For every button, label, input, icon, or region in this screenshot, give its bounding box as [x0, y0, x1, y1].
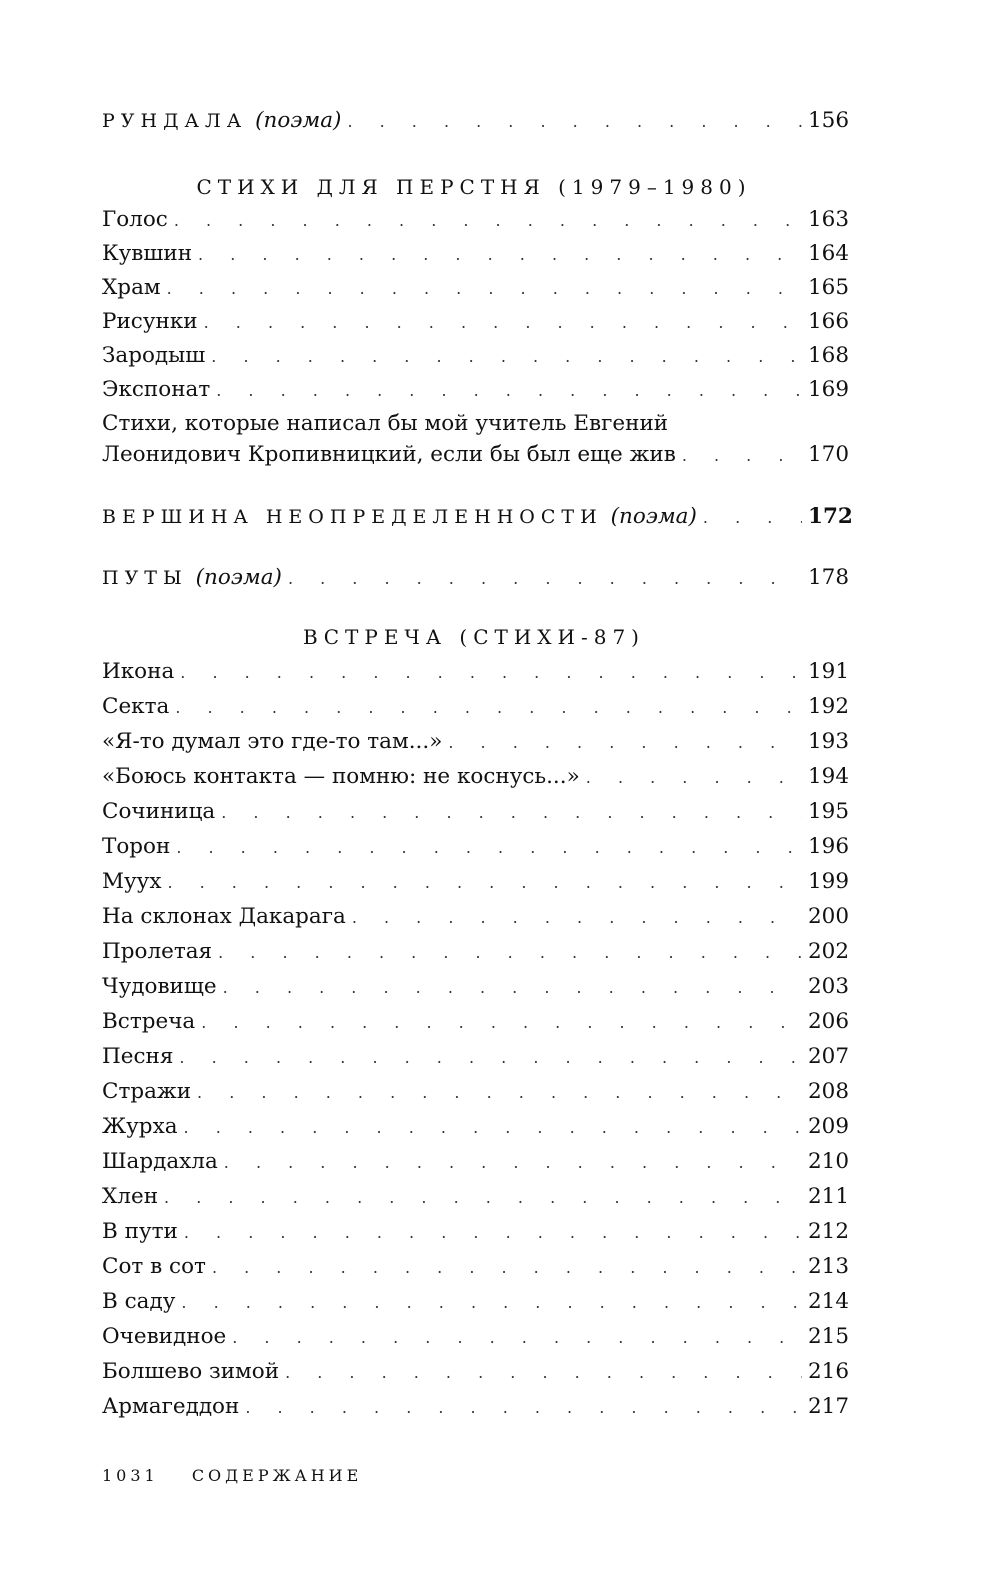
entry-title: Голос [102, 207, 168, 232]
entry-page: 164 [808, 241, 850, 266]
dot-leader [223, 973, 802, 1003]
entry-page: 193 [808, 729, 850, 754]
entry-title: Сочиница [102, 799, 216, 824]
section-heading-stikhi-dlya-perstnya: СТИХИ ДЛЯ ПЕРСТНЯ (1979–1980) [196, 175, 752, 199]
entry-note: (поэма) [195, 565, 282, 590]
toc-entry[interactable] [102, 867, 850, 897]
toc-entry[interactable] [102, 1077, 850, 1107]
entry-page: 213 [808, 1254, 850, 1279]
entry-title: Хлен [102, 1184, 159, 1209]
entry-title: Муух [102, 869, 162, 894]
dot-leader [198, 240, 802, 270]
entry-page: 194 [808, 764, 850, 789]
entry-page: 215 [808, 1324, 850, 1349]
toc-entry[interactable] [102, 1007, 850, 1037]
entry-title: Песня [102, 1044, 174, 1069]
entry-title: Храм [102, 275, 161, 300]
entry-title: Журха [102, 1114, 178, 1139]
entry-title: ВЕРШИНА НЕОПРЕДЕЛЕННОСТИ [102, 506, 603, 528]
dot-leader [184, 1218, 802, 1248]
dot-leader [285, 1358, 802, 1388]
entry-page: 217 [808, 1394, 850, 1419]
toc-entry[interactable] [102, 797, 850, 827]
entry-page: 210 [808, 1149, 850, 1174]
dot-leader [174, 206, 802, 236]
toc-entry[interactable] [102, 1357, 850, 1387]
entry-page: 196 [808, 834, 850, 859]
entry-note: (поэма) [610, 504, 697, 529]
entry-page: 168 [808, 343, 850, 368]
entry-title: «Я-то думал это где-то там...» [102, 729, 443, 754]
toc-entry[interactable] [102, 1217, 850, 1247]
dot-leader [245, 1393, 802, 1423]
dot-leader [218, 938, 802, 968]
dot-leader [288, 564, 802, 594]
entry-page: 169 [808, 377, 850, 402]
toc-entry[interactable] [102, 375, 850, 405]
toc-entry[interactable] [102, 1287, 850, 1317]
dot-leader [232, 1323, 802, 1353]
entry-title: Торон [102, 834, 171, 859]
toc-entry[interactable] [102, 937, 850, 967]
dot-leader [352, 903, 802, 933]
entry-page: 214 [808, 1289, 850, 1314]
footer-label: СОДЕРЖАНИЕ [191, 1466, 363, 1485]
entry-title: Пролетая [102, 939, 213, 964]
entry-page: 172 [808, 504, 853, 529]
toc-entry[interactable] [102, 1392, 850, 1422]
dot-leader [176, 833, 802, 863]
entry-page: 206 [808, 1009, 850, 1034]
dot-leader [197, 1078, 802, 1108]
dot-leader [164, 1183, 802, 1213]
entry-title: Стражи [102, 1079, 192, 1104]
entry-page: 207 [808, 1044, 850, 1069]
entry-page: 212 [808, 1219, 850, 1244]
entry-page: 165 [808, 275, 850, 300]
dot-leader [201, 1008, 802, 1038]
toc-entry[interactable] [102, 762, 850, 792]
entry-page: 208 [808, 1079, 850, 1104]
toc-entry[interactable] [102, 1252, 850, 1282]
entry-title: Сот в сот [102, 1254, 206, 1279]
entry-note: (поэма) [255, 108, 342, 133]
dot-leader [224, 1148, 802, 1178]
entry-title: Встреча [102, 1009, 196, 1034]
entry-page: 156 [808, 108, 850, 133]
dot-leader [448, 728, 802, 758]
toc-entry-rundala[interactable] [102, 106, 850, 136]
toc-entry[interactable] [102, 273, 850, 303]
entry-page: 192 [808, 694, 850, 719]
entry-title: Рисунки [102, 309, 198, 334]
entry-page: 216 [808, 1359, 850, 1384]
dot-leader [167, 274, 802, 304]
entry-page: 166 [808, 309, 850, 334]
entry-title: Очевидное [102, 1324, 227, 1349]
dot-leader [703, 503, 802, 533]
toc-entry[interactable] [102, 1147, 850, 1177]
entry-page: 195 [808, 799, 850, 824]
entry-title: ПУТЫ [102, 567, 188, 589]
toc-entry[interactable] [102, 239, 850, 269]
entry-page: 191 [808, 659, 850, 684]
entry-title: Кувшин [102, 241, 193, 266]
page-footer [102, 1466, 386, 1485]
entry-title: В пути [102, 1219, 178, 1244]
dot-leader [167, 868, 802, 898]
dot-leader [212, 1253, 802, 1283]
entry-title: Икона [102, 659, 175, 684]
toc-entry[interactable] [102, 205, 850, 235]
dot-leader [586, 763, 802, 793]
entry-title-line2-row [102, 439, 850, 471]
entry-page: 199 [808, 869, 850, 894]
entry-title-line1: Стихи, которые написал бы мой учитель Евгений [102, 411, 669, 436]
toc-entry-vershina[interactable] [102, 502, 853, 532]
entry-title: Секта [102, 694, 170, 719]
entry-title: РУНДАЛА [102, 110, 248, 132]
entry-title: Болшево зимой [102, 1359, 280, 1384]
dot-leader [682, 440, 802, 471]
entry-title: Экспонат [102, 377, 211, 402]
toc-entry[interactable] [102, 972, 850, 1002]
entry-page: 200 [808, 904, 850, 929]
toc-entry[interactable] [102, 1182, 850, 1212]
entry-title: В саду [102, 1289, 176, 1314]
entry-page: 211 [808, 1184, 850, 1209]
toc-entry[interactable] [102, 1112, 850, 1142]
entry-title: Зародыш [102, 343, 206, 368]
section-heading-vstrecha: ВСТРЕЧА (СТИХИ-87) [303, 625, 645, 649]
dot-leader [181, 1288, 802, 1318]
toc-entry[interactable] [102, 1042, 850, 1072]
toc-entry[interactable] [102, 657, 850, 687]
toc-entry-puty[interactable] [102, 563, 850, 593]
toc-entry-multiline[interactable] [102, 408, 850, 471]
dot-leader [221, 798, 802, 828]
entry-title: Шардахла [102, 1149, 218, 1174]
entry-page: 209 [808, 1114, 850, 1139]
entry-title: «Боюсь контакта — помню: не коснусь...» [102, 764, 580, 789]
dot-leader [180, 658, 802, 688]
footer-page-number: 1031 [102, 1466, 159, 1485]
toc-entry[interactable] [102, 832, 850, 862]
dot-leader [347, 107, 802, 137]
dot-leader [184, 1113, 802, 1143]
dot-leader [204, 308, 802, 338]
dot-leader [211, 342, 802, 372]
toc-entry[interactable] [102, 1322, 850, 1352]
entry-page: 163 [808, 207, 850, 232]
entry-title: Армагеддон [102, 1394, 240, 1419]
dot-leader [216, 376, 802, 406]
entry-page: 170 [808, 442, 850, 467]
entry-title: Чудовище [102, 974, 217, 999]
entry-page: 178 [808, 565, 850, 590]
entry-page: 202 [808, 939, 850, 964]
entry-page: 203 [808, 974, 850, 999]
toc-entry[interactable] [102, 307, 850, 337]
toc-entry[interactable] [102, 341, 850, 371]
toc-entry[interactable] [102, 902, 850, 932]
entry-title-line2: Леонидович Кропивницкий, если бы был еще жив [102, 442, 676, 467]
entry-title: На склонах Дакарага [102, 904, 346, 929]
dot-leader [175, 693, 802, 723]
dot-leader [179, 1043, 802, 1073]
toc-entry[interactable] [102, 692, 850, 722]
toc-entry[interactable] [102, 727, 850, 757]
